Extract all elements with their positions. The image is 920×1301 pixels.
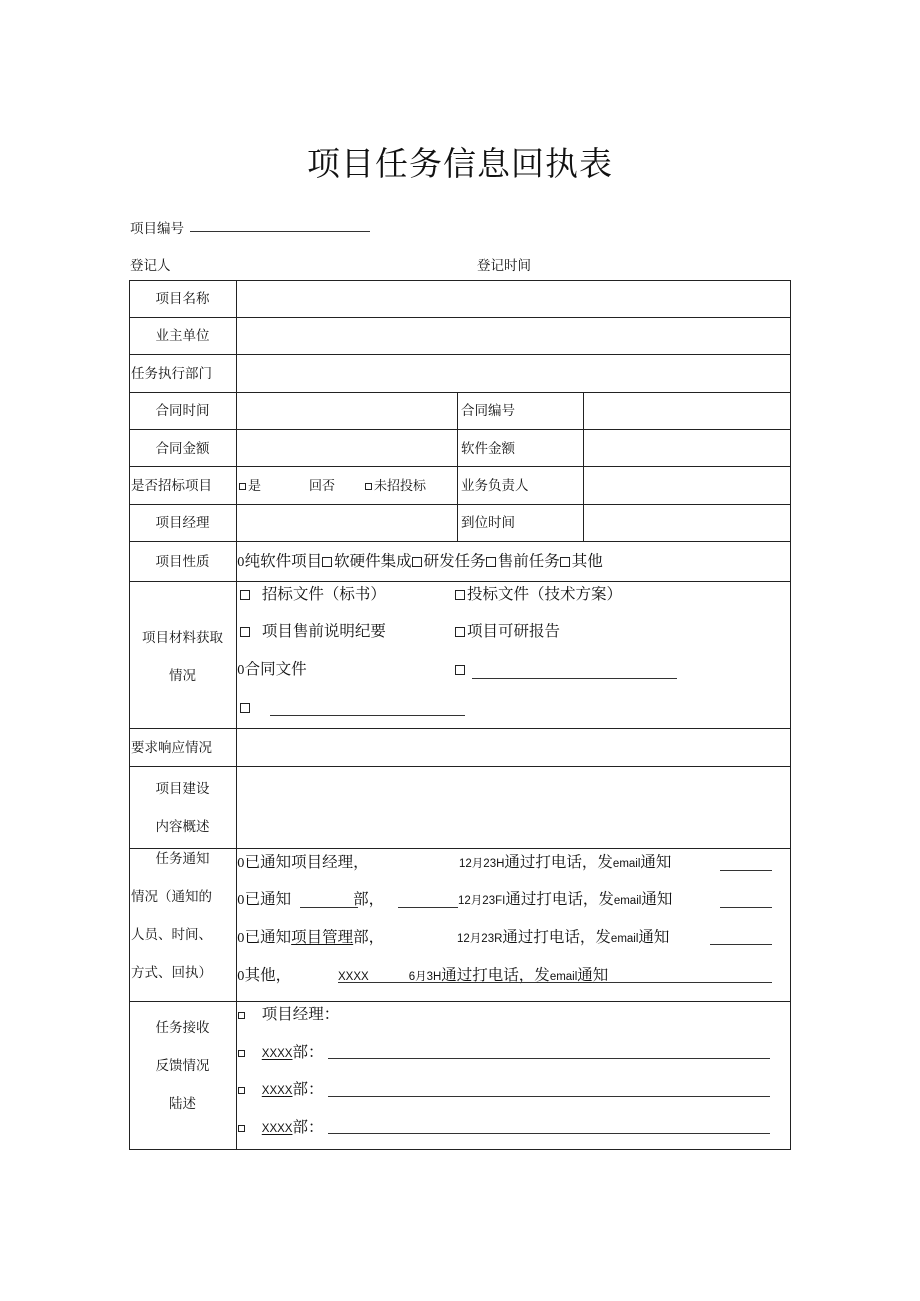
label-notice-2: 情况（通知的 <box>131 889 212 905</box>
material-other-1-field[interactable] <box>472 678 677 679</box>
label-construction-2: 内容概述 <box>155 819 210 835</box>
material-other-1[interactable] <box>455 661 467 677</box>
notice-line-4-detail: XXXX 6月3H通过打电话，发email通知 <box>338 966 609 984</box>
col-divider <box>583 392 584 541</box>
checkbox-icon[interactable] <box>240 627 250 637</box>
notice-line-4: 0其他， <box>237 966 292 984</box>
label-contract-no: 合同编号 <box>461 403 515 419</box>
feedback-dept-a-field[interactable] <box>328 1058 770 1059</box>
row-divider <box>129 466 791 467</box>
material-feasibility[interactable] <box>455 623 560 639</box>
label-project-manager: 项目经理 <box>155 515 210 531</box>
notice-3-receipt-field[interactable] <box>710 944 772 945</box>
notice-line-1: 0已通知项目经理， <box>237 853 369 871</box>
label-requirement-response: 要求响应情况 <box>131 740 212 756</box>
row-divider <box>129 848 791 849</box>
row-divider <box>129 581 791 582</box>
reg-time-label: 登记时间 <box>477 258 531 274</box>
material-tender-doc[interactable] <box>455 586 622 602</box>
feasibility-label: 项目可研报告 <box>467 622 561 640</box>
label-contract-amount: 合同金额 <box>155 441 210 457</box>
row-divider <box>129 1001 791 1002</box>
label-arrival-time: 到位时间 <box>461 515 515 531</box>
material-presale-doc[interactable] <box>240 623 386 639</box>
registrant-label: 登记人 <box>130 258 171 274</box>
label-feedback-1: 任务接收 <box>155 1020 210 1036</box>
project-no-label: 项目编号 <box>130 221 184 237</box>
notice-2-dept-field[interactable] <box>300 907 358 908</box>
label-materials-2: 情况 <box>169 668 196 684</box>
notice-4-underline <box>338 982 772 983</box>
row-divider <box>129 392 791 393</box>
label-notice-1: 任务通知 <box>155 851 210 867</box>
material-bid-doc[interactable] <box>240 586 386 602</box>
row-divider <box>129 504 791 505</box>
label-project-nature: 项目性质 <box>155 554 210 570</box>
feedback-dept-c-field[interactable] <box>328 1133 770 1134</box>
label-materials-1: 项目材料获取 <box>142 630 223 646</box>
bid-doc-label: 招标文件（标书） <box>261 585 386 603</box>
checkbox-icon[interactable] <box>238 1087 245 1094</box>
col-divider <box>236 280 237 1150</box>
row-divider <box>129 429 791 430</box>
row-divider <box>129 541 791 542</box>
label-is-tender: 是否招标项目 <box>131 478 212 494</box>
row-divider <box>129 354 791 355</box>
feedback-pm <box>238 1006 339 1022</box>
feedback-dept-a: XXXX部： <box>238 1044 323 1062</box>
col-divider <box>457 392 458 541</box>
label-contract-time: 合同时间 <box>155 403 210 419</box>
notice-1-receipt-field[interactable] <box>720 870 772 871</box>
tender-yes-label: 是 <box>248 479 262 494</box>
checkbox-icon[interactable] <box>238 1050 245 1057</box>
nature-option-software[interactable]: 纯软件项目 <box>244 552 323 570</box>
checkbox-icon[interactable] <box>455 590 465 600</box>
contract-doc-label: 合同文件 <box>244 660 307 678</box>
label-notice-3: 人员、时间、 <box>131 927 212 943</box>
material-contract-doc[interactable] <box>237 661 307 678</box>
label-software-amount: 软件金额 <box>461 441 515 457</box>
notice-2-receipt-field[interactable] <box>720 907 772 908</box>
checkbox-icon[interactable] <box>486 557 496 567</box>
row-divider <box>129 766 791 767</box>
notice-line-3-detail: 12月23R通过打电话，发email通知 <box>457 928 670 946</box>
tender-no-option[interactable]: 回否 <box>309 479 336 494</box>
label-owner-unit: 业主单位 <box>155 328 210 344</box>
checkbox-icon[interactable] <box>365 483 372 490</box>
tender-doc-label: 投标文件（技术方案） <box>467 585 623 603</box>
nature-prefix: 0 <box>237 555 245 569</box>
material-other-2[interactable] <box>240 699 252 715</box>
checkbox-icon[interactable] <box>239 483 246 490</box>
checkbox-icon[interactable] <box>322 557 332 567</box>
nature-option-presale[interactable]: 售前任务 <box>497 552 560 570</box>
feedback-pm-label: 项目经理： <box>261 1005 340 1023</box>
label-notice-4: 方式、回执） <box>131 965 212 981</box>
label-business-owner: 业务负责人 <box>461 478 529 494</box>
notice-2-who-field[interactable] <box>398 907 458 908</box>
checkbox-icon[interactable] <box>240 590 250 600</box>
label-feedback-2: 反馈情况 <box>155 1058 210 1074</box>
notice-line-2: 0已通知 部， <box>237 890 385 908</box>
checkbox-icon[interactable] <box>238 1012 245 1019</box>
tender-yes-option[interactable] <box>239 479 261 495</box>
checkbox-icon[interactable] <box>412 557 422 567</box>
feedback-dept-b: XXXX部： <box>238 1081 323 1099</box>
nature-option-other[interactable]: 其他 <box>571 552 603 570</box>
nature-option-rnd[interactable]: 研发任务 <box>423 552 486 570</box>
checkbox-icon[interactable] <box>238 1125 245 1132</box>
presale-doc-label: 项目售前说明纪要 <box>261 622 386 640</box>
notice-line-1-detail: 12月23H通过打电话，发email通知 <box>459 853 672 871</box>
checkbox-icon[interactable] <box>240 703 250 713</box>
checkbox-icon[interactable] <box>455 627 465 637</box>
checkbox-icon[interactable] <box>560 557 570 567</box>
material-other-2-field[interactable] <box>270 715 465 716</box>
label-construction-1: 项目建设 <box>155 781 210 797</box>
row-divider <box>129 728 791 729</box>
contract-prefix: 0 <box>237 663 245 677</box>
checkbox-icon[interactable] <box>455 665 465 675</box>
feedback-dept-c: XXXX部： <box>238 1119 323 1137</box>
notice-line-2-detail: 12月23FI通过打电话，发email通知 <box>458 890 673 908</box>
row-divider <box>129 317 791 318</box>
not-tender-option[interactable] <box>365 479 426 495</box>
nature-option-integration[interactable]: 软硬件集成 <box>334 552 412 570</box>
not-tender-label: 未招投标 <box>374 479 427 494</box>
label-exec-dept: 任务执行部门 <box>131 366 212 382</box>
label-feedback-3: 陆述 <box>169 1096 196 1112</box>
feedback-dept-b-field[interactable] <box>328 1096 770 1097</box>
project-nature-options <box>237 553 603 570</box>
project-no-field[interactable] <box>190 231 370 232</box>
notice-line-3: 0已通知项目管理部， <box>237 928 385 946</box>
page-title: 项目任务信息回执表 <box>307 144 613 183</box>
label-project-name: 项目名称 <box>155 291 210 307</box>
